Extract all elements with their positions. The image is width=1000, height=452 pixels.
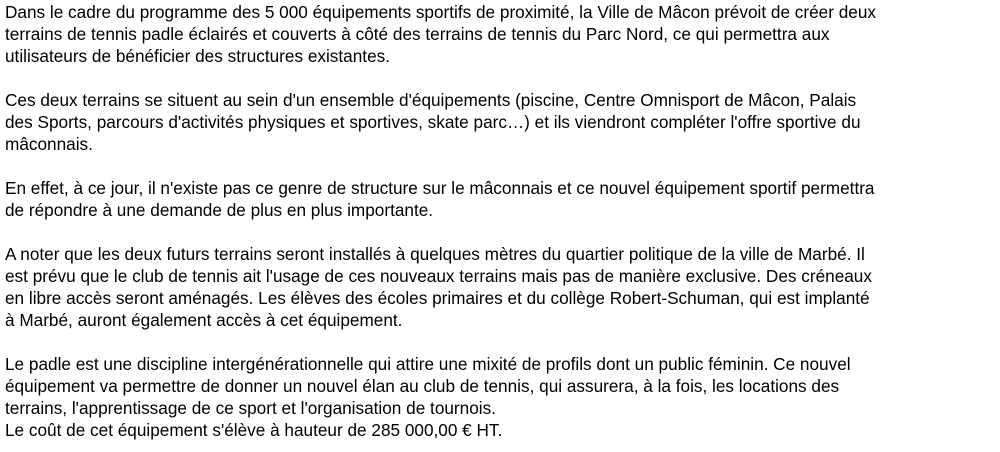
paragraph-usage: [5, 243, 995, 331]
text-line: des Sports, parcours d'activités physiques et sportives, skate parc…) et ils viendront compléter l'offre sportive du: [5, 112, 861, 132]
text-line: A noter que les deux futurs terrains seront installés à quelques mètres du quartier politique de la ville de Marbé. Il: [5, 244, 865, 264]
text-line: Le padle est une discipline intergénérationnelle qui attire une mixité de profils dont un public féminin. Ce nouvel: [5, 354, 851, 374]
text-line: mâconnais.: [5, 134, 93, 154]
text-line: utilisateurs de bénéficier des structures existantes.: [5, 46, 390, 66]
text-line: Le coût de cet équipement s'élève à hauteur de 285 000,00 € HT.: [5, 420, 503, 440]
text-line: en libre accès seront aménagés. Les élèves des écoles primaires et du collège Robert-Schuman, qui est implanté: [5, 288, 870, 308]
text-line: Ces deux terrains se situent au sein d'un ensemble d'équipements (piscine, Centre Omnisport de Mâcon, Palais: [5, 90, 857, 110]
text-line: à Marbé, auront également accès à cet équipement.: [5, 310, 403, 330]
text-line: est prévu que le club de tennis ait l'usage de ces nouveaux terrains mais pas de manière exclusive. Des créneaux: [5, 266, 872, 286]
paragraph-demand: [5, 177, 995, 221]
document-body: [5, 0, 995, 441]
text-line: terrains, l'apprentissage de ce sport et l'organisation de tournois.: [5, 398, 496, 418]
text-line: de répondre à une demande de plus en plus importante.: [5, 200, 434, 220]
paragraph-location: [5, 89, 995, 155]
text-line: Dans le cadre du programme des 5 000 équipements sportifs de proximité, la Ville de Mâcon prévoit de créer deux: [5, 2, 876, 22]
text-line: équipement va permettre de donner un nouvel élan au club de tennis, qui assurera, à la fois, les locations des: [5, 376, 840, 396]
paragraph-programme: [5, 0, 995, 67]
text-line: terrains de tennis padle éclairés et couverts à côté des terrains de tennis du Parc Nord, ce qui permettra aux: [5, 24, 830, 44]
text-line: En effet, à ce jour, il n'existe pas ce genre de structure sur le mâconnais et ce nouvel équipement sportif permettra: [5, 178, 875, 198]
paragraph-padle-cost: [5, 353, 995, 441]
